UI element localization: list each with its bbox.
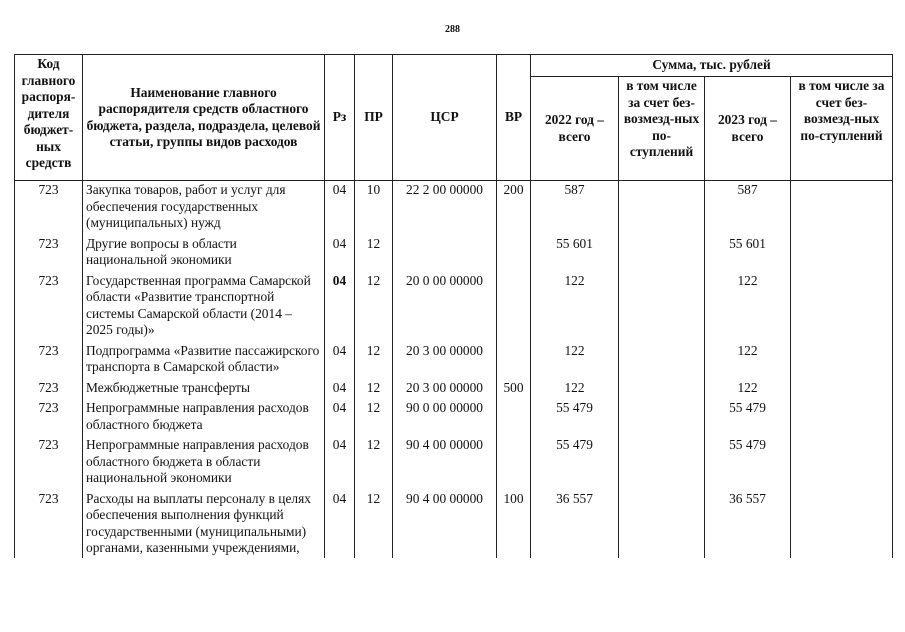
table-row [15,342,893,379]
cell-2022-total: 55 479 [531,399,619,436]
table-row [15,490,893,558]
cell-2022-free [619,399,705,436]
table-row [15,436,893,490]
cell-2022-total: 587 [531,181,619,235]
cell-pr: 12 [355,399,393,436]
cell-2023-free [791,272,893,342]
cell-name: Непрограммные направления расходов областного бюджета [83,399,325,436]
cell-2022-total: 36 557 [531,490,619,558]
cell-code: 723 [15,272,83,342]
cell-2022-free [619,490,705,558]
cell-rz: 04 [325,272,355,342]
cell-name: Межбюджетные трансферты [83,379,325,400]
cell-csr: 22 2 00 00000 [393,181,497,235]
cell-pr: 12 [355,436,393,490]
cell-csr: 90 4 00 00000 [393,490,497,558]
cell-csr: 20 3 00 00000 [393,379,497,400]
cell-rz: 04 [325,235,355,272]
cell-2022-free [619,272,705,342]
header-csr: ЦСР [393,55,497,181]
cell-code: 723 [15,436,83,490]
cell-vr [497,272,531,342]
cell-pr: 10 [355,181,393,235]
header-vr: ВР [497,55,531,181]
cell-pr: 12 [355,379,393,400]
cell-2023-total: 122 [705,379,791,400]
cell-2022-total: 122 [531,272,619,342]
table-row [15,272,893,342]
cell-2022-total: 122 [531,379,619,400]
cell-name: Государственная программа Самарской области «Развитие транспортной системы Самарской области (2014 – 2025 годы)» [83,272,325,342]
cell-2022-total: 55 479 [531,436,619,490]
cell-vr [497,235,531,272]
cell-2022-free [619,235,705,272]
table-header [15,55,893,181]
cell-vr [497,342,531,379]
cell-vr: 500 [497,379,531,400]
cell-code: 723 [15,379,83,400]
cell-2022-total: 122 [531,342,619,379]
header-2022-total: 2022 год – всего [531,77,619,181]
cell-vr [497,436,531,490]
cell-2023-free [791,235,893,272]
header-rz: Рз [325,55,355,181]
cell-code: 723 [15,342,83,379]
cell-2023-free [791,379,893,400]
cell-pr: 12 [355,490,393,558]
cell-rz: 04 [325,436,355,490]
cell-pr: 12 [355,342,393,379]
cell-csr: 20 0 00 00000 [393,272,497,342]
cell-2023-total: 122 [705,342,791,379]
cell-code: 723 [15,181,83,235]
cell-2023-total: 122 [705,272,791,342]
cell-2022-free [619,342,705,379]
cell-2022-total: 55 601 [531,235,619,272]
cell-name: Другие вопросы в области национальной экономики [83,235,325,272]
cell-name: Непрограммные направления расходов областного бюджета в области национальной экономики [83,436,325,490]
cell-pr: 12 [355,272,393,342]
cell-csr [393,235,497,272]
cell-rz: 04 [325,181,355,235]
table-row [15,235,893,272]
cell-csr: 90 0 00 00000 [393,399,497,436]
cell-2023-free [791,490,893,558]
cell-2022-free [619,436,705,490]
table-row [15,379,893,400]
cell-2023-total: 55 479 [705,399,791,436]
header-2023-total: 2023 год – всего [705,77,791,181]
cell-2023-free [791,436,893,490]
header-sum: Сумма, тыс. рублей [531,55,893,77]
cell-name: Закупка товаров, работ и услуг для обеспечения государственных (муниципальных) нужд [83,181,325,235]
cell-rz: 04 [325,379,355,400]
cell-2023-free [791,342,893,379]
cell-code: 723 [15,235,83,272]
cell-2022-free [619,181,705,235]
cell-2023-total: 587 [705,181,791,235]
cell-rz: 04 [325,490,355,558]
cell-vr: 100 [497,490,531,558]
page-number: 288 [445,24,460,35]
cell-2023-free [791,181,893,235]
cell-pr: 12 [355,235,393,272]
cell-code: 723 [15,399,83,436]
table-body [15,181,893,558]
table-row [15,181,893,235]
cell-csr: 90 4 00 00000 [393,436,497,490]
cell-code: 723 [15,490,83,558]
cell-name: Подпрограмма «Развитие пассажирского транспорта в Самарской области» [83,342,325,379]
cell-2022-free [619,379,705,400]
cell-rz: 04 [325,342,355,379]
table-row [15,399,893,436]
cell-2023-total: 55 601 [705,235,791,272]
cell-name: Расходы на выплаты персоналу в целях обеспечения выполнения функций государственными (муниципальными) органами, казенными учреждениями, [83,490,325,558]
cell-2023-total: 55 479 [705,436,791,490]
header-pr: ПР [355,55,393,181]
cell-2023-total: 36 557 [705,490,791,558]
cell-csr: 20 3 00 00000 [393,342,497,379]
header-2023-free: в том числе за счет без-возмезд-ных по-ступлений [791,77,893,181]
cell-rz: 04 [325,399,355,436]
cell-vr: 200 [497,181,531,235]
cell-vr [497,399,531,436]
header-code: Код главного распоря-дителя бюджет-ных средств [15,55,83,181]
cell-2023-free [791,399,893,436]
budget-table [14,54,893,558]
header-2022-free: в том числе за счет без-возмезд-ных по-ступлений [619,77,705,181]
header-name: Наименование главного распорядителя средств областного бюджета, раздела, подраздела, целевой статьи, группы видов расходов [83,55,325,181]
